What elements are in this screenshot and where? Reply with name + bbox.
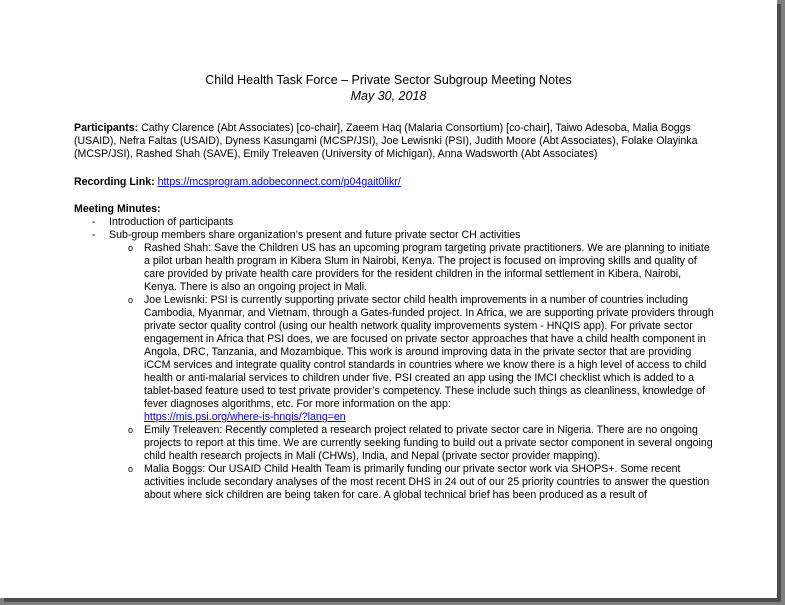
- document-date: May 30, 2018: [350, 89, 427, 103]
- participants-paragraph: [74, 122, 714, 161]
- circle-bullet: o: [128, 295, 134, 305]
- sub-item-joe-lewisnki: [74, 294, 714, 424]
- dash-bullet: -: [92, 216, 96, 228]
- sub-item-rashed-shah: [74, 242, 714, 294]
- sub-item-text: Emily Treleaven: Recently completed a research project related to private sector care in Nigeria. There are no ongoing projects to report at this time. We are currently seeking funding to build out a private sector component in several ongoing child health research projects in Mali (CHWs), India, and Nepal (private sector provider mapping).: [144, 424, 713, 462]
- app-info-link[interactable]: https://mis.psi.org/where-is-hnqis/?lang=en: [144, 411, 346, 423]
- minutes-section: [74, 203, 714, 502]
- minutes-item: [74, 216, 714, 229]
- circle-bullet: o: [128, 464, 134, 474]
- sub-item-emily-treleaven: [74, 424, 714, 463]
- recording-link[interactable]: https://mcsprogram.adobeconnect.com/p04gait0likr/: [157, 176, 401, 188]
- circle-bullet: o: [128, 243, 134, 253]
- sub-item-malia-boggs: [74, 463, 714, 502]
- minutes-item-text: Sub-group members share organization’s present and future private sector CH activities: [109, 229, 521, 241]
- dash-bullet: -: [92, 229, 96, 241]
- document-title: Child Health Task Force – Private Sector Subgroup Meeting Notes: [205, 73, 572, 87]
- recording-label: Recording Link:: [74, 176, 155, 188]
- participants-label: Participants:: [74, 122, 139, 134]
- circle-bullet: o: [128, 425, 134, 435]
- sub-item-text: Rashed Shah: Save the Children US has an upcoming program targeting private practitioners. We are planning to initiate a pilot urban health program in Kibera Slum in Nairobi, Kenya. The project is focused on improving skills and quality of care provided by private health care providers for the resident children in the informal settlement in Kibera, Nairobi, Kenya. There is also an ongoing project in Mali.: [144, 242, 710, 293]
- minutes-label: Meeting Minutes:: [74, 203, 161, 215]
- recording-paragraph: [74, 176, 714, 189]
- participants-text: Cathy Clarence (Abt Associates) [co-chair], Zaeem Haq (Malaria Consortium) [co-chair], Taiwo Adesoba, Malia Boggs (USAID), Nefra Faltas (USAID), Dyness Kasungami (MCSP/JSI), Joe Lewisnki (PSI), Judith Moore (Abt Associates), Folake Olayinka (MCSP/JSI), Rashed Shah (SAVE), Emily Treleaven (University of Michigan), Anna Wadsworth (Abt Associates): [74, 122, 698, 160]
- sub-item-text: Joe Lewisnki: PSI is currently supporting private sector child health improvements in a number of countries including Cambodia, Myanmar, and Vietnam, through a Gates-funded project. In Africa, we are supporting private providers through private sector quality control (using our health network quality improvements system - HNQIS app). For private sector engagement in Africa that PSI does, we are focused on private sector approaches that have a child health component in Angola, DRC, Tanzania, and Mozambique. This work is around improving data in the private sector that are providing iCCM services and integrate quality control standards in countries where we know there is a high level of access to child health or anti-malarial services to children under five. PSI created an app using the IMCI checklist which is added to a tablet-based feature used to test private provider’s competency. These include such things as cleanliness, knowledge of fever diagnoses algorithms, etc. For more information on the app:: [144, 294, 714, 410]
- title-block: [0, 72, 777, 104]
- sub-item-text: Malia Boggs: Our USAID Child Health Team is primarily funding our private sector work via SHOPS+. Some recent activities include secondary analyses of the most recent DHS in 24 out of our 25 priority countries to answer the question about where sick children are being taken for care. A global technical brief has been produced as a result of: [144, 463, 710, 501]
- minutes-item-text: Introduction of participants: [109, 216, 234, 228]
- minutes-item: [74, 229, 714, 242]
